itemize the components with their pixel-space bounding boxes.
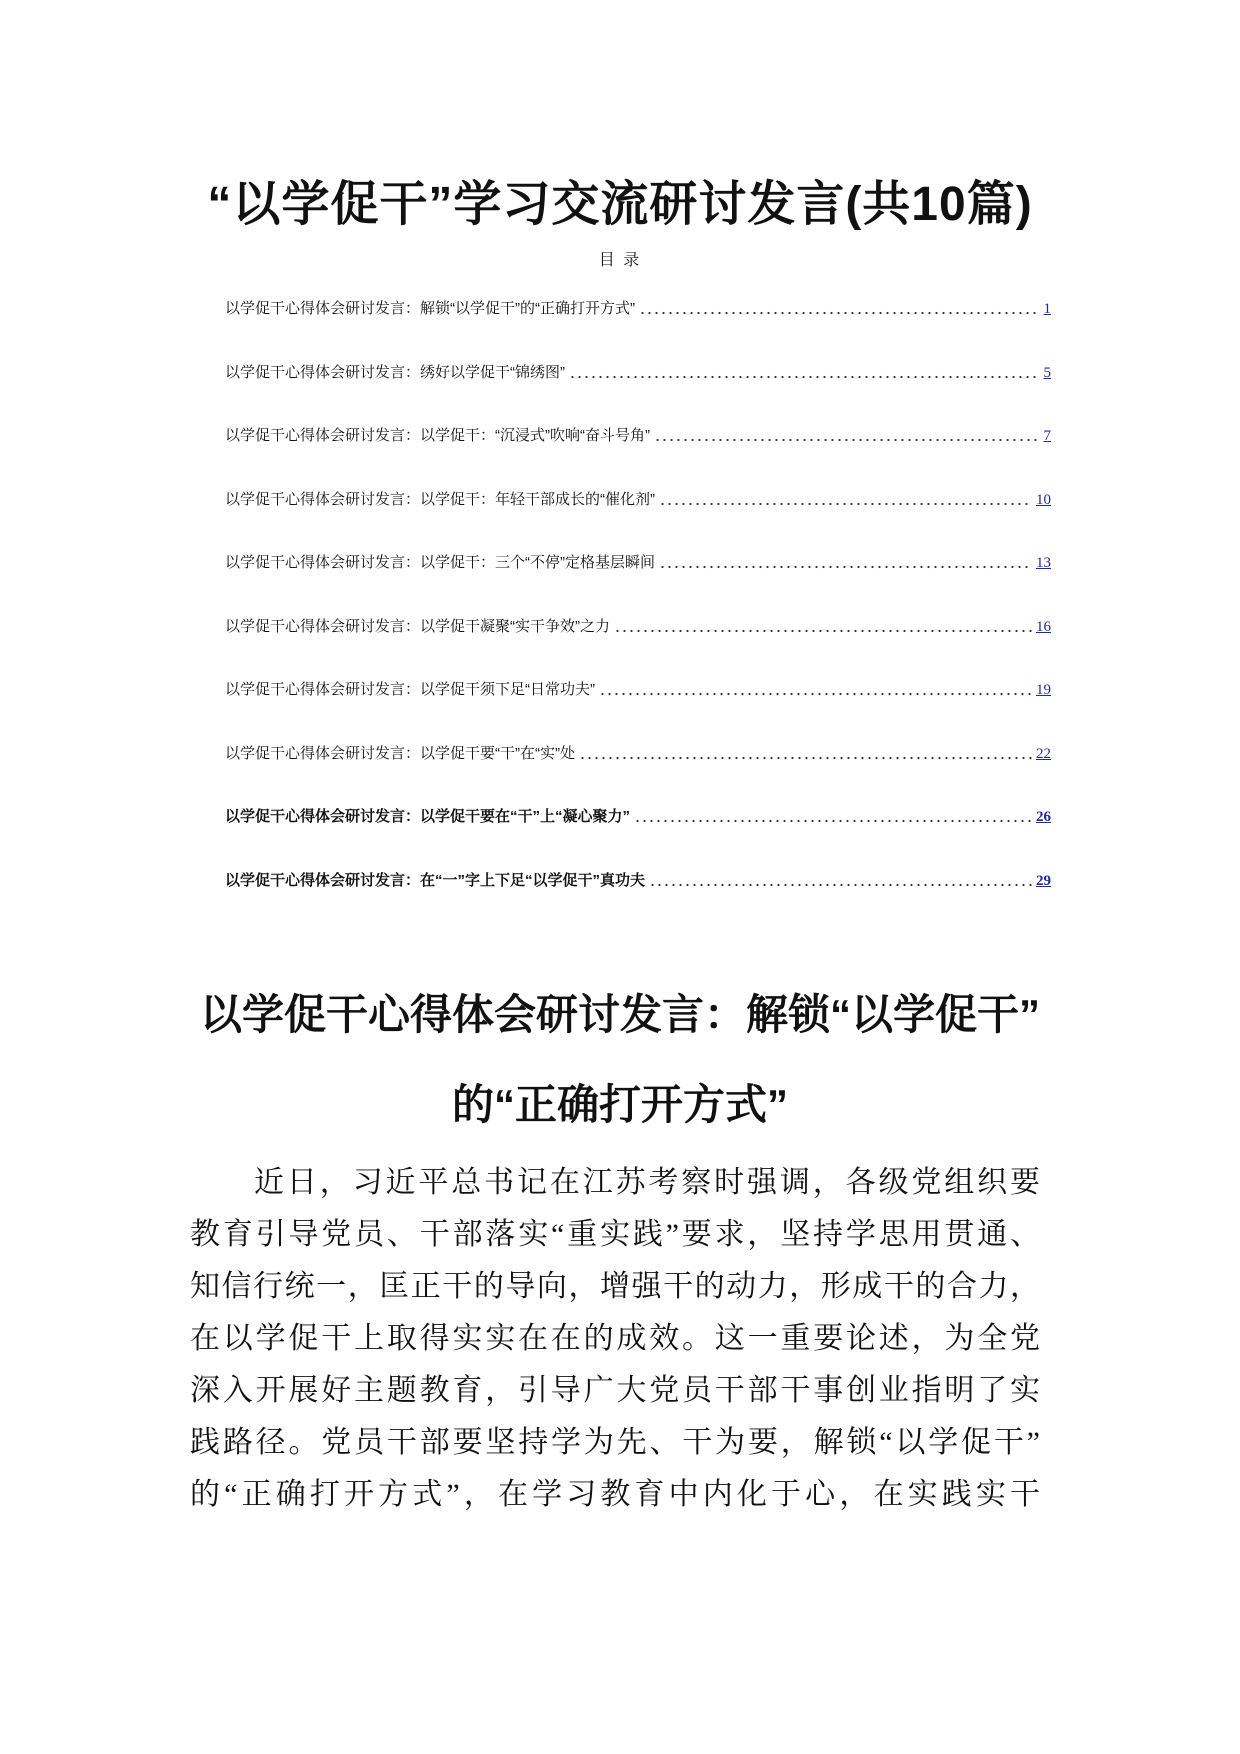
body-line: 教育引导党员、干部落实“重实践”要求，坚持学思用贯通、 (190, 1218, 1040, 1251)
toc-entry-title: 以学促干心得体会研讨发言：以学促干：三个“不停”定格基层瞬间 (225, 554, 655, 571)
toc-leader-dots (639, 311, 1040, 315)
toc-leader-dots (579, 756, 1032, 760)
toc-page-link[interactable]: 10 (1036, 491, 1051, 508)
toc-entry[interactable] (225, 744, 1051, 808)
body-paragraph (190, 1157, 1040, 1521)
toc-entry[interactable] (225, 553, 1051, 617)
toc-entry[interactable] (225, 680, 1051, 744)
toc-list (225, 299, 1051, 934)
toc-page-link[interactable]: 13 (1036, 555, 1051, 571)
toc-page-link[interactable]: 26 (1036, 809, 1051, 825)
toc-entry-title: 以学促干心得体会研讨发言：以学促干凝聚“实干争效”之力 (225, 617, 610, 635)
toc-leader-dots (649, 883, 1032, 887)
body-line: 在以学促干上取得实实在在的成效。这一重要论述，为全党 (190, 1322, 1040, 1355)
toc-leader-dots (659, 502, 1032, 506)
toc-page-link[interactable]: 5 (1043, 364, 1051, 381)
toc-entry-title: 以学促干心得体会研讨发言：解锁“以学促干”的“正确打开方式” (225, 300, 635, 317)
toc-entry[interactable] (225, 363, 1051, 427)
body-line: 近日，习近平总书记在江苏考察时强调，各级党组织要 (254, 1166, 1040, 1199)
toc-leader-dots (569, 375, 1040, 379)
toc-entry[interactable] (225, 426, 1051, 490)
toc-page-link[interactable]: 16 (1036, 618, 1051, 635)
body-line: 知信行统一，匡正干的导向，增强干的动力，形成干的合力， (190, 1270, 1040, 1303)
page-title: “以学促干”学习交流研讨发言(共10篇) (207, 178, 1033, 231)
toc-leader-dots (599, 692, 1032, 696)
toc-entry-title: 以学促干心得体会研讨发言：以学促干要“干”在“实”处 (225, 744, 575, 762)
toc-page-link[interactable]: 29 (1036, 872, 1051, 889)
section-title-line: 的“正确打开方式” (451, 1081, 788, 1128)
toc-entry[interactable] (225, 807, 1051, 871)
toc-entry-title: 以学促干心得体会研讨发言：以学促干须下足“日常功夫” (225, 681, 595, 698)
toc-page-link[interactable]: 19 (1036, 682, 1051, 698)
toc-entry[interactable] (225, 617, 1051, 681)
toc-entry-title: 以学促干心得体会研讨发言：以学促干：“沉浸式”吹响“奋斗号角” (225, 427, 650, 444)
toc-entry-title: 以学促干心得体会研讨发言：以学促干要在“干”上“凝心聚力” (225, 808, 631, 825)
toc-leader-dots (614, 629, 1032, 633)
toc-entry[interactable] (225, 490, 1051, 554)
toc-entry[interactable] (225, 299, 1051, 363)
body-line: 践路径。党员干部要坚持学为先、干为要，解锁“以学促干” (190, 1426, 1040, 1459)
toc-leader-dots (654, 438, 1040, 442)
toc-page-link[interactable]: 1 (1043, 301, 1051, 317)
toc-leader-dots (659, 565, 1032, 569)
toc-page-link[interactable]: 7 (1043, 428, 1051, 444)
toc-entry-title: 以学促干心得体会研讨发言：以学促干：年轻干部成长的“催化剂” (225, 490, 655, 508)
toc-entry-title: 以学促干心得体会研讨发言：在“一”字上下足“以学促干”真功夫 (225, 871, 646, 889)
toc-page-link[interactable]: 22 (1036, 745, 1051, 762)
toc-heading: 目 录 (598, 252, 642, 269)
section-title (0, 970, 1240, 1150)
body-line: 深入开展好主题教育，引导广大党员干部干事创业指明了实 (190, 1374, 1040, 1407)
toc-entry-title: 以学促干心得体会研讨发言：绣好以学促干“锦绣图” (225, 363, 565, 381)
section-title-line: 以学促干心得体会研讨发言：解锁“以学促干” (199, 991, 1040, 1038)
body-line: 的“正确打开方式”，在学习教育中内化于心，在实践实干 (190, 1478, 1040, 1511)
toc-entry[interactable] (225, 871, 1051, 935)
toc-leader-dots (634, 819, 1032, 823)
